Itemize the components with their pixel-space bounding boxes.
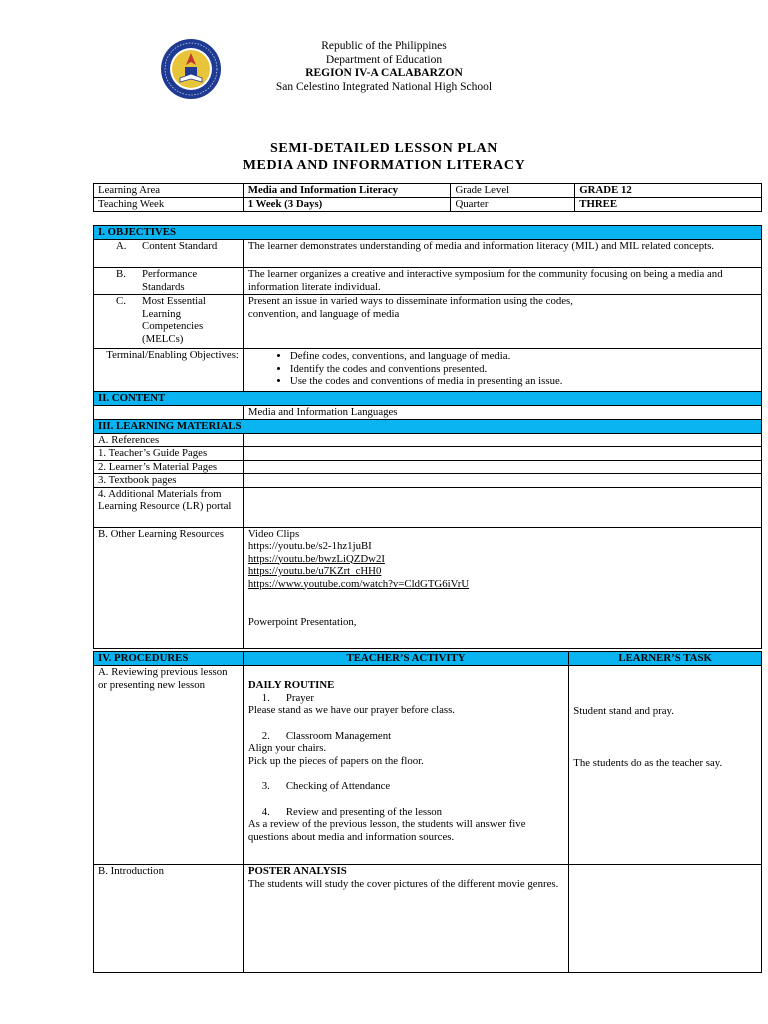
step-number: 4. [261,805,270,818]
lesson-plan-table [93,225,762,649]
quarter-label: Quarter [451,198,575,212]
step-review-text: As a review of the previous lesson, the students will answer five questions about media and information sources. [247,818,526,843]
document-title [0,140,768,174]
learning-materials-heading: III. LEARNING MATERIALS [94,419,762,433]
poster-analysis-text: The students will study the cover pictures of the different movie genres. [247,877,559,890]
references-label: A. References [94,433,244,447]
learning-area-value: Media and Information Literacy [243,184,451,198]
step-number: 3. [261,780,270,792]
procedures-heading: IV. PROCEDURES [94,652,244,666]
terminal-objectives-list [243,349,761,392]
step-prayer-text: Please stand as we have our prayer before class. [247,704,455,716]
learner-task-pray: Student stand and pray. [573,705,674,717]
textbook-pages-value [243,474,761,488]
teacher-activity-heading: TEACHER’S ACTIVITY [243,652,568,666]
procedures-table [93,651,762,973]
info-table [93,183,762,212]
teachers-guide-value [243,447,761,461]
content-standard-label [94,240,244,268]
teaching-week-label: Teaching Week [94,198,244,212]
daily-routine-cell [243,666,568,865]
header-region: REGION IV-A CALABARZON [305,67,463,79]
performance-standards-text: Performance Standards [142,268,198,293]
references-value [243,433,761,447]
reviewing-lesson-label: A. Reviewing previous lesson or presenting new lesson [94,666,244,865]
video-link[interactable]: https://youtu.be/s2-1hz1juBI [247,540,372,552]
content-empty-cell [94,406,244,420]
teaching-week-value: 1 Week (3 Days) [243,198,451,212]
melcs-value-line-1: Present an issue in varied ways to disseminate information using the codes, [247,295,573,307]
learner-task-heading: LEARNER’S TASK [569,652,762,666]
objectives-heading: I. OBJECTIVES [94,226,762,240]
other-resources-label: B. Other Learning Resources [94,527,244,648]
video-link[interactable]: https://www.youtube.com/watch?v=CldGTG6iVrU [247,577,470,590]
video-clips-label: Video Clips [247,527,300,540]
performance-standards-letter: B. [116,268,126,280]
terminal-objective-item: • Define codes, conventions, and language of media. [290,350,757,363]
learner-task-cell [569,666,762,865]
melcs-letter: C. [116,295,126,307]
grade-level-label: Grade Level [451,184,575,198]
poster-analysis-heading: POSTER ANALYSIS [247,865,347,877]
content-standard-value: The learner demonstrates understanding of media and information literacy (MIL) and MIL related concepts. [243,240,761,268]
header-country: Republic of the Philippines [321,40,447,52]
video-link[interactable]: https://youtu.be/bwzLiQZDw2I [247,552,385,565]
daily-routine-heading: DAILY ROUTINE [247,679,335,691]
step-number: 1. [261,691,270,704]
learning-area-label: Learning Area [94,184,244,198]
melcs-value [243,295,761,349]
introduction-label: B. Introduction [94,865,244,973]
title-line-2: MEDIA AND INFORMATION LITERACY [242,158,526,173]
powerpoint-label: Powerpoint Presentation, [247,616,357,628]
additional-materials-label: 4. Additional Materials from Learning Resource (LR) portal [94,487,244,527]
performance-standards-label [94,268,244,295]
poster-analysis-cell [243,865,568,973]
textbook-pages-label: 3. Textbook pages [94,474,244,488]
additional-materials-value [243,487,761,527]
melcs-text: Most Essential Learning Competencies (MELCs) [142,295,206,345]
step-classroom-text-2: Pick up the pieces of papers on the floor. [247,754,424,767]
melcs-label [94,295,244,349]
content-heading: II. CONTENT [94,392,762,406]
learner-task-follow: The students do as the teacher say. [573,756,723,769]
video-link[interactable]: https://youtu.be/u7KZrt_cHH0 [247,565,382,577]
melcs-value-line-2: convention, and language of media [247,307,400,320]
terminal-objective-item: • Use the codes and conventions of media in presenting an issue. [290,375,757,388]
content-standard-text: Content Standard [142,240,218,252]
terminal-objective-item: • Identify the codes and conventions presented. [290,363,757,376]
step-classroom-text-1: Align your chairs. [247,742,327,754]
learners-material-label: 2. Learner’s Material Pages [94,460,244,474]
header-school: San Celestino Integrated National High School [275,80,493,93]
content-standard-letter: A. [116,240,127,252]
step-number: 2. [261,729,270,742]
content-value: Media and Information Languages [243,406,761,420]
step-review: Review and presenting of the lesson [285,805,443,818]
other-resources-value [243,527,761,648]
grade-level-value: GRADE 12 [575,184,762,198]
step-attendance: Checking of Attendance [285,780,391,792]
step-prayer: Prayer [285,691,315,704]
title-line-1: SEMI-DETAILED LESSON PLAN [270,141,498,156]
introduction-learner-cell [569,865,762,973]
header-department: Department of Education [325,53,443,66]
quarter-value: THREE [575,198,762,212]
terminal-objectives-label: Terminal/Enabling Objectives: [94,349,244,392]
performance-standards-value: The learner organizes a creative and interactive symposium for the community focusing on being a media and information literate individual. [243,268,761,295]
step-classroom-management: Classroom Management [285,729,392,742]
learners-material-value [243,460,761,474]
teachers-guide-label: 1. Teacher’s Guide Pages [94,447,244,461]
school-header [0,40,768,94]
